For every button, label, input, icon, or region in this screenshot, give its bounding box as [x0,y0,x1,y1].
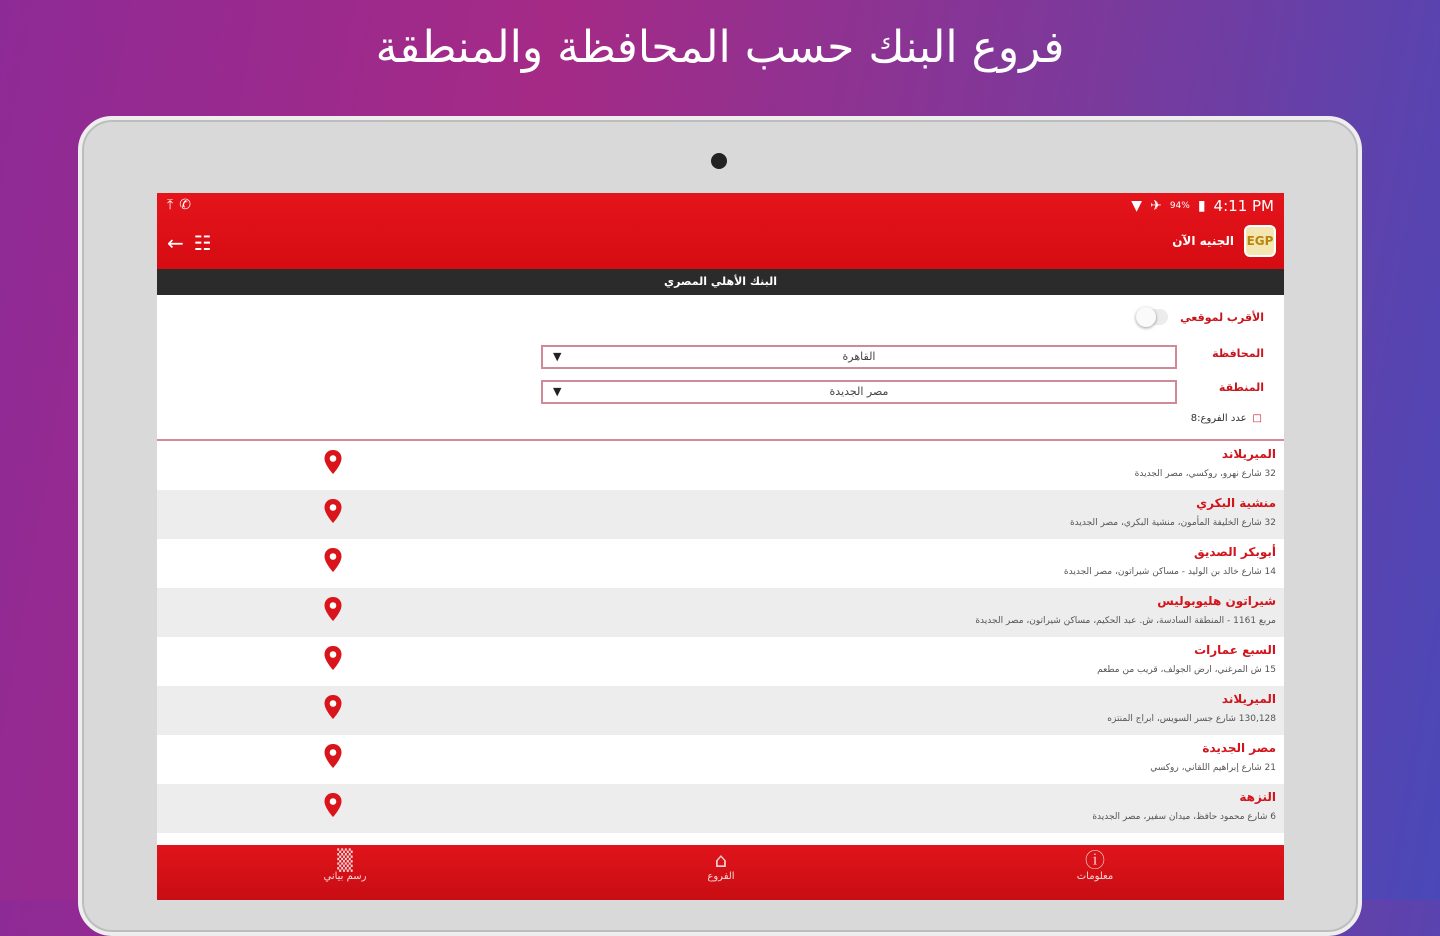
list-item[interactable] [157,784,1284,833]
governorate-label: المحافظة [1212,347,1264,360]
compare-icon[interactable]: ☷ [193,231,212,255]
branch-address: 14 شارع خالد بن الوليد - مساكن شيراتون، مصر الجديدة [1063,567,1276,577]
app-logo: EGP [1244,225,1276,257]
branch-list [157,441,1284,845]
status-left [167,197,191,213]
branch-name: منشية البكري [1196,496,1276,510]
branch-name: الميريلاند [1221,692,1276,706]
branch-address: 21 شارع إبراهيم اللقاني، روكسي [1150,763,1276,773]
map-pin-icon[interactable] [323,498,343,524]
battery-percent: 94% [1169,201,1190,211]
info-icon: ⓘ [1085,848,1105,872]
nav-info[interactable] [1035,849,1155,882]
toolbar-brand [1172,225,1276,257]
branch-name: مصر الجديدة [1202,741,1276,755]
list-item[interactable] [157,686,1284,735]
list-item[interactable] [157,441,1284,490]
branch-address: 32 شارع نهرو، روكسي، مصر الجديدة [1134,469,1276,479]
battery-icon: ▮ [1197,198,1206,214]
branch-address: مربع 1161 - المنطقة السادسة، ش. عبد الحكيم، مساكن شيراتون، مصر الجديدة [975,616,1276,626]
dropdown-arrow-icon: ▼ [553,350,562,363]
branch-address: 130,128 شارع جسر السويس، ابراج المنتزه [1107,714,1276,724]
promo-title: فروع البنك حسب المحافظة والمنطقة [375,22,1065,73]
branch-name: النزهة [1239,790,1276,804]
list-item[interactable] [157,539,1284,588]
nav-branches[interactable] [661,849,781,882]
map-pin-icon[interactable] [323,547,343,573]
nav-chart[interactable] [285,849,405,882]
nav-branches-label: الفروع [707,871,735,882]
nav-info-label: معلومات [1076,871,1114,882]
status-bar [157,197,1284,219]
nav-chart-label: رسم بياني [323,871,367,882]
toggle-knob [1136,307,1156,327]
branch-count [1191,413,1262,424]
branch-address: 15 ش المرغني، ارض الجولف، قريب من مطعم [1097,665,1276,675]
branch-name: شيراتون هليوبوليس [1157,594,1276,608]
branch-address: 6 شارع محمود حافظ، ميدان سفير، مصر الجديدة [1092,812,1276,822]
dropdown-arrow-icon: ▼ [553,385,562,398]
status-time: 4:11 PM [1213,197,1274,215]
filters-panel [157,295,1284,439]
toolbar-actions [167,231,212,255]
map-pin-icon[interactable] [323,743,343,769]
app-name: الجنيه الآن [1172,234,1234,248]
whatsapp-icon: ✆ [179,197,191,213]
tablet-camera [711,153,727,169]
bank-title-bar: البنك الأهلي المصري [157,269,1284,295]
list-item[interactable] [157,637,1284,686]
branch-name: أبوبكر الصديق [1194,545,1276,559]
nearest-label: الأقرب لموقعي [1180,311,1264,324]
area-select[interactable] [541,380,1177,404]
map-pin-icon[interactable] [323,596,343,622]
back-arrow-icon[interactable]: ← [167,231,184,255]
list-item[interactable] [157,490,1284,539]
governorate-value: القاهرة [842,350,876,363]
branch-name: الميريلاند [1221,447,1276,461]
airplane-icon: ✈ [1150,198,1162,214]
map-pin-icon[interactable] [323,792,343,818]
calendar-icon: □ [1252,413,1262,424]
bottom-navigation [157,845,1284,900]
list-item[interactable] [157,588,1284,637]
wifi-icon: ▼ [1131,198,1143,214]
bar-chart-icon: ▒ [337,848,353,872]
governorate-select[interactable] [541,345,1177,369]
map-pin-icon[interactable] [323,694,343,720]
map-pin-icon[interactable] [323,645,343,671]
branch-address: 32 شارع الخليفة المأمون، منشية البكري، مصر الجديدة [1069,518,1276,528]
branch-name: السبع عمارات [1194,643,1276,657]
map-pin-icon[interactable] [323,449,343,475]
area-label: المنطقة [1218,381,1264,394]
bank-icon: ⌂ [714,848,728,872]
list-item[interactable] [157,735,1284,784]
upload-icon: ⤒ [167,197,174,213]
branch-count-label: عدد الفروع:8 [1190,413,1247,424]
app-screen [157,193,1284,900]
app-bar [157,193,1284,269]
nearest-toggle[interactable] [1136,309,1168,325]
area-value: مصر الجديدة [829,385,889,398]
status-right [1131,197,1274,215]
